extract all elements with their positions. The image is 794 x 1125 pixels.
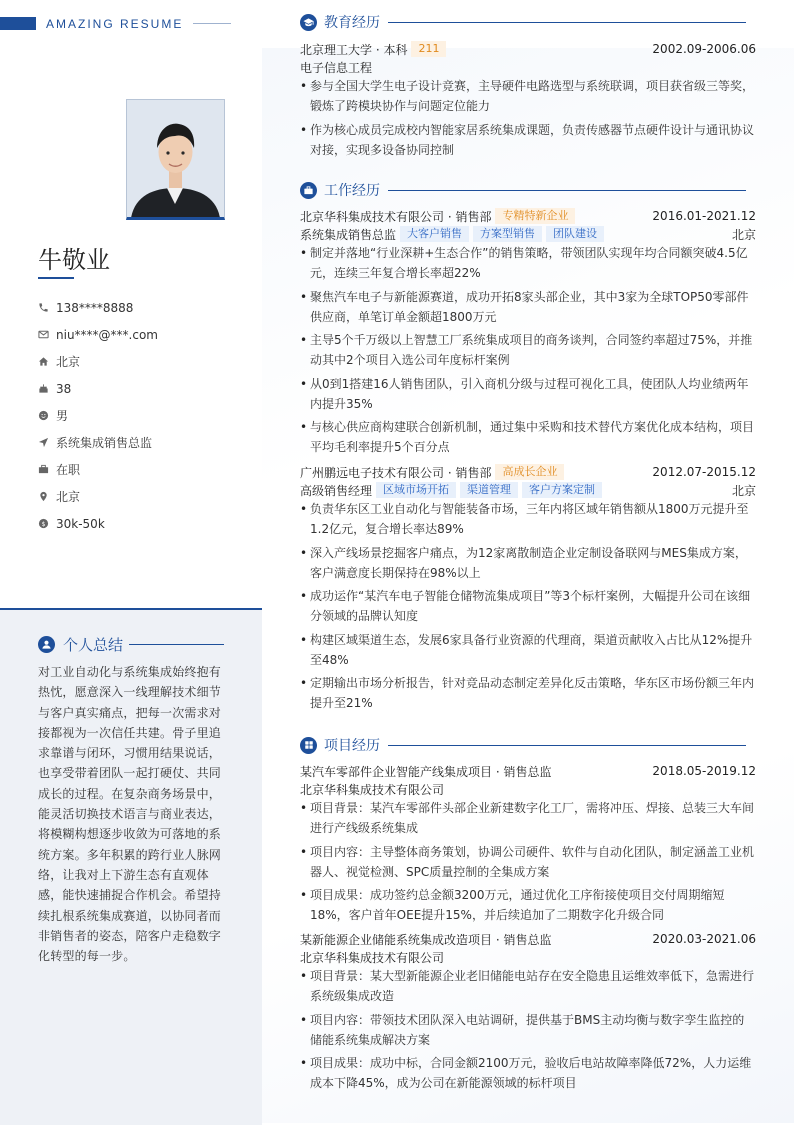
job-2-company-tag: 高成长企业	[495, 464, 564, 480]
age-text: 38	[56, 381, 72, 396]
svg-text:$: $	[41, 520, 46, 528]
list-item: • 项目成果：成功签约总金额3200万元，通过优化工序衔接使项目交付周期缩短18%，客户首年OEE提升15%，并后续追加了二期数字化升级合同	[300, 885, 756, 925]
salary-text: 30k-50k	[56, 516, 105, 531]
send-icon	[38, 437, 56, 448]
sidebar	[0, 0, 262, 1123]
job-2-company-row	[300, 463, 756, 481]
job-1-role: 系统集成销售总监	[300, 227, 397, 242]
education-major-row	[300, 58, 756, 76]
grid-icon	[300, 737, 317, 754]
job-2-bullets	[300, 499, 756, 717]
list-item: • 项目背景：某大型新能源企业老旧储能电站存在安全隐患且运维效率低下，急需进行系统级集成改造	[300, 966, 756, 1006]
job-2-city: 北京	[731, 483, 756, 498]
briefcase-icon	[38, 464, 56, 475]
job-2-role-tag: 渠道管理	[460, 482, 518, 498]
name-underline	[38, 277, 74, 279]
info-position	[38, 429, 258, 456]
projects-divider	[388, 745, 746, 746]
project-1-name-row	[300, 762, 756, 780]
brand-header	[0, 17, 231, 30]
list-item: • 构建区域渠道生态，发展6家具备行业资源的代理商，渠道贡献收入占比从12%提升至48%	[300, 630, 756, 670]
mail-icon	[38, 329, 56, 340]
list-item: • 从0到1搭建16人销售团队，引入商机分级与过程可视化工具，使团队人均业绩两年内提升35%	[300, 374, 756, 414]
project-2-company: 北京华科集成技术有限公司	[300, 950, 445, 965]
job-1-period: 2016.01-2021.12	[652, 209, 756, 223]
info-age	[38, 375, 258, 402]
summary-header	[38, 634, 224, 655]
list-item: • 参与全国大学生电子设计竞赛，主导硬件电路选型与系统联调，项目获省级三等奖，锻炼了跨模块协作与问题定位能力	[300, 76, 756, 116]
job-1-role-row	[300, 225, 756, 243]
list-item: • 项目背景：某汽车零部件头部企业新建数字化工厂，需将冲压、焊接、总装三大车间进行产线级系统集成	[300, 798, 756, 838]
job-2-role: 高级销售经理	[300, 483, 373, 498]
info-city	[38, 483, 258, 510]
project-1-name: 某汽车零部件企业智能产线集成项目 · 销售总监	[300, 764, 552, 779]
list-item: • 作为核心成员完成校内智能家居系统集成课题，负责传感器节点硬件设计与通讯协议对接，实现多设备协同控制	[300, 120, 756, 160]
job-1-company-tag: 专精特新企业	[495, 208, 575, 224]
info-email	[38, 321, 258, 348]
work-divider	[388, 190, 746, 191]
list-item: • 与核心供应商构建联合创新机制，通过集中采购和技术替代方案优化成本结构，项目平均毛利率提升5个百分点	[300, 417, 756, 457]
job-1-city: 北京	[731, 227, 756, 242]
home-icon	[38, 356, 56, 367]
job-2-period: 2012.07-2015.12	[652, 465, 756, 479]
project-2-bullets	[300, 966, 756, 1097]
job-1-company: 北京华科集成技术有限公司 · 销售部	[300, 209, 492, 224]
project-1-period: 2018.05-2019.12	[652, 764, 756, 778]
project-1-company-row	[300, 780, 756, 798]
job-1-role-tag: 大客户销售	[400, 226, 469, 242]
contact-info-list	[38, 294, 258, 537]
info-salary	[38, 510, 258, 537]
gender-text: 男	[56, 409, 69, 423]
work-title: 工作经历	[324, 183, 380, 199]
job-1-role-tag: 团队建设	[546, 226, 604, 242]
education-period: 2002.09-2006.06	[652, 42, 756, 56]
info-home	[38, 348, 258, 375]
projects-title: 项目经历	[324, 738, 380, 754]
profile-name: 牛敬业	[38, 246, 110, 274]
job-2-company: 广州鹏远电子技术有限公司 · 销售部	[300, 465, 492, 480]
education-bullets	[300, 76, 756, 163]
major-name: 电子信息工程	[300, 60, 373, 75]
project-2-name: 某新能源企业储能系统集成改造项目 · 销售总监	[300, 932, 552, 947]
gender-icon	[38, 410, 56, 421]
project-2-company-row	[300, 948, 756, 966]
salary-icon	[38, 518, 56, 529]
summary-divider	[129, 644, 224, 645]
project-2-name-row	[300, 930, 756, 948]
project-1-bullets	[300, 798, 756, 929]
list-item: • 项目内容：带领技术团队深入电站调研，提供基于BMS主动均衡与数字孪生监控的储能系统集成解决方案	[300, 1010, 756, 1050]
info-phone	[38, 294, 258, 321]
phone-text: 138****8888	[56, 300, 134, 315]
brand-title: AMAZING RESUME	[46, 16, 184, 31]
info-gender	[38, 402, 258, 429]
education-header	[300, 12, 746, 32]
list-item: • 项目成果：成功中标，合同金额2100万元，验收后电站故障率降低72%，人力运维成本下降45%，成为公司在新能源领域的标杆项目	[300, 1053, 756, 1093]
user-icon	[38, 636, 55, 653]
school-tag: 211	[411, 41, 446, 57]
briefcase-icon	[300, 182, 317, 199]
job-1-company-row	[300, 207, 756, 225]
list-item: • 定期输出市场分析报告，针对竞品动态制定差异化反击策略，华东区市场份额三年内提升至21%	[300, 673, 756, 713]
brand-bar	[0, 17, 36, 30]
list-item: • 制定并落地“行业深耕+生态合作”的销售策略，带领团队实现年均合同额突破4.5亿元，连续三年复合增长率超22%	[300, 243, 756, 283]
job-1-role-tag: 方案型销售	[473, 226, 542, 242]
phone-icon	[38, 302, 56, 313]
summary-title: 个人总结	[63, 636, 124, 654]
status-text: 在职	[56, 463, 81, 477]
job-2-role-tag: 区域市场开拓	[376, 482, 456, 498]
main-content	[262, 0, 794, 1123]
location-pin-icon	[38, 491, 56, 502]
job-2-role-tag: 客户方案定制	[522, 482, 602, 498]
summary-text: 对工业自动化与系统集成始终抱有热忱，愿意深入一线理解技术细节与客户真实痛点，把每一次需求对接都视为一次信任共建。骨子里追求靠谱与闭环，习惯用结果说话，也享受带着团队一起打硬仗、共同成长的过程。在复杂商务场景中，能灵活切换技术语言与商业表达，将模糊构想逐步收敛为可落地的系统方案。多年积累的跨行业人脉网络，让我对上下游生态有直观体感，能快速捕捉合作机会。希望持续扎根系统集成赛道，以协同者而非销售者的姿态，陪客户走稳数字化转型的每一步。	[38, 665, 222, 964]
profile-photo	[126, 99, 225, 220]
education-school-row	[300, 40, 756, 58]
graduation-cap-icon	[300, 14, 317, 31]
list-item: • 项目内容：主导整体商务策划，协调公司硬件、软件与自动化团队，制定涵盖工业机器人、视觉检测、SPC质量控制的全集成方案	[300, 842, 756, 882]
position-text: 系统集成销售总监	[56, 436, 153, 450]
project-2-period: 2020.03-2021.06	[652, 932, 756, 946]
work-header	[300, 180, 746, 200]
education-divider	[388, 22, 746, 23]
city-text: 北京	[56, 490, 81, 504]
list-item: • 主导5个千万级以上智慧工厂系统集成项目的商务谈判，合同签约率超过75%，并推动其中2个项目入选公司年度标杆案例	[300, 330, 756, 370]
job-1-bullets	[300, 243, 756, 461]
list-item: • 负责华东区工业自动化与智能装备市场，三年内将区域年销售额从1800万元提升至1.2亿元，复合增长率达89%	[300, 499, 756, 539]
list-item: • 深入产线场景挖掘客户痛点，为12家离散制造企业定制设备联网与MES集成方案，客户满意度长期保持在98%以上	[300, 543, 756, 583]
job-2-role-row	[300, 481, 756, 499]
info-status	[38, 456, 258, 483]
email-text: niu****@***.com	[56, 327, 158, 342]
school-name: 北京理工大学 · 本科	[300, 42, 408, 57]
projects-header	[300, 735, 746, 755]
person-portrait-icon	[127, 100, 224, 218]
education-title: 教育经历	[324, 15, 380, 31]
project-1-company: 北京华科集成技术有限公司	[300, 782, 445, 797]
home-text: 北京	[56, 355, 81, 369]
list-item: • 聚焦汽车电子与新能源赛道，成功开拓8家头部企业，其中3家为全球TOP50零部件供应商，单笔订单金额超1800万元	[300, 287, 756, 327]
cake-icon	[38, 383, 56, 394]
brand-divider	[193, 23, 231, 24]
list-item: • 成功运作“某汽车电子智能仓储物流集成项目”等3个标杆案例，大幅提升公司在该细分领域的品牌认知度	[300, 586, 756, 626]
